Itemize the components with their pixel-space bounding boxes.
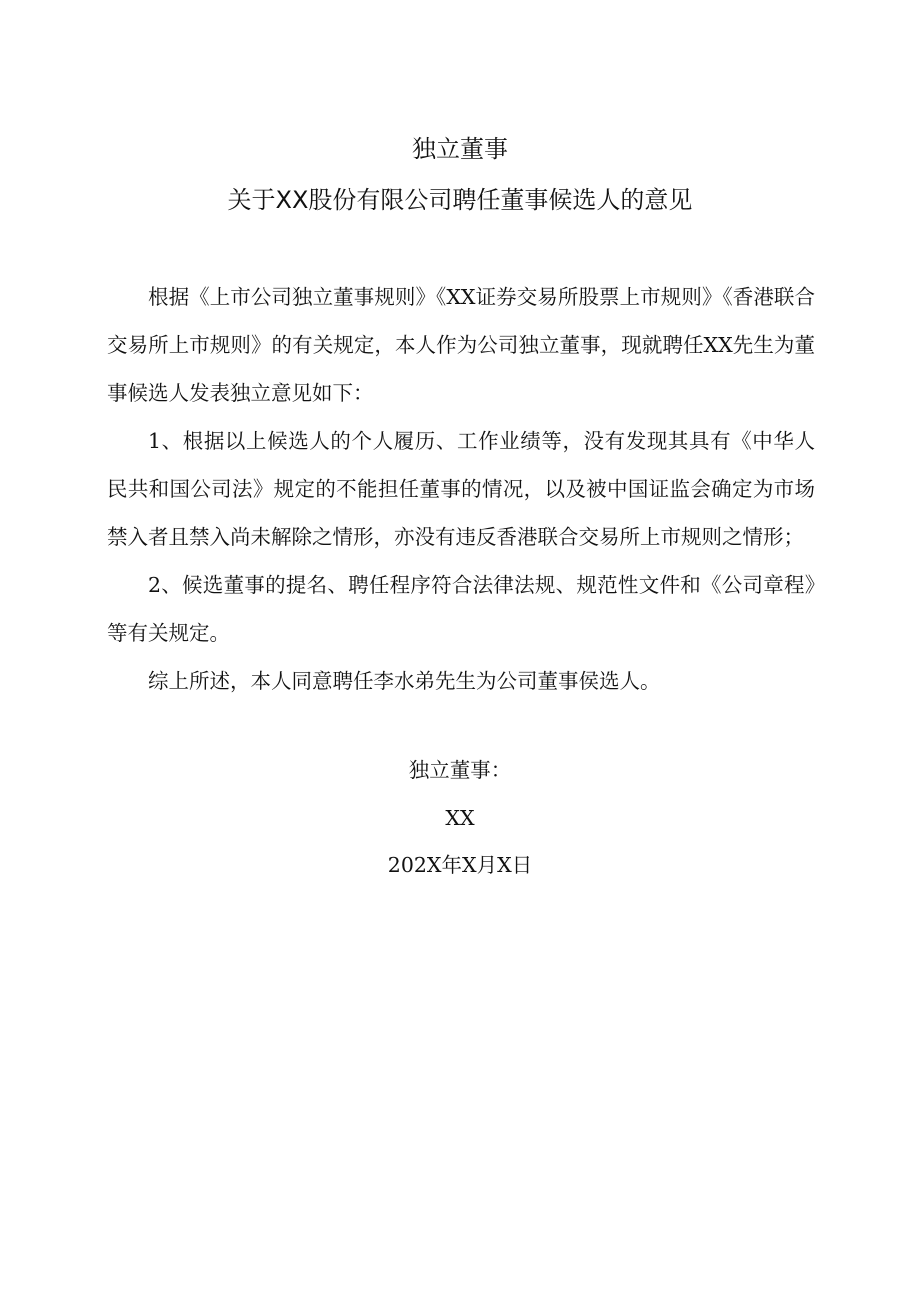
paragraph-item-1: 1、根据以上候选人的个人履历、工作业绩等，没有发现其具有《中华人民共和国公司法》规定的不能担任董事的情况，以及被中国证监会确定为市场禁入者且禁入尚未解除之情形，亦没有违反香港联合交易所上市规则之情形；	[107, 429, 815, 549]
signature-name: XX	[445, 806, 475, 830]
document-subtitle: 关于XX股份有限公司聘任董事候选人的意见	[227, 186, 693, 214]
document-body	[107, 273, 815, 705]
paragraph-intro: 根据《上市公司独立董事规则》《XX证券交易所股票上市规则》《香港联合交易所上市规则》的有关规定，本人作为公司独立董事，现就聘任XX先生为董事候选人发表独立意见如下：	[107, 285, 815, 405]
paragraph-item-2: 2、候选董事的提名、聘任程序符合法律法规、规范性文件和《公司章程》等有关规定。	[107, 573, 815, 645]
signature-date: 202X年X月X日	[387, 853, 533, 877]
paragraph-conclusion: 综上所述，本人同意聘任李水弟先生为公司董事侯选人。	[148, 669, 661, 693]
signature-title: 独立董事：	[408, 758, 512, 782]
document-title: 独立董事	[412, 135, 508, 163]
